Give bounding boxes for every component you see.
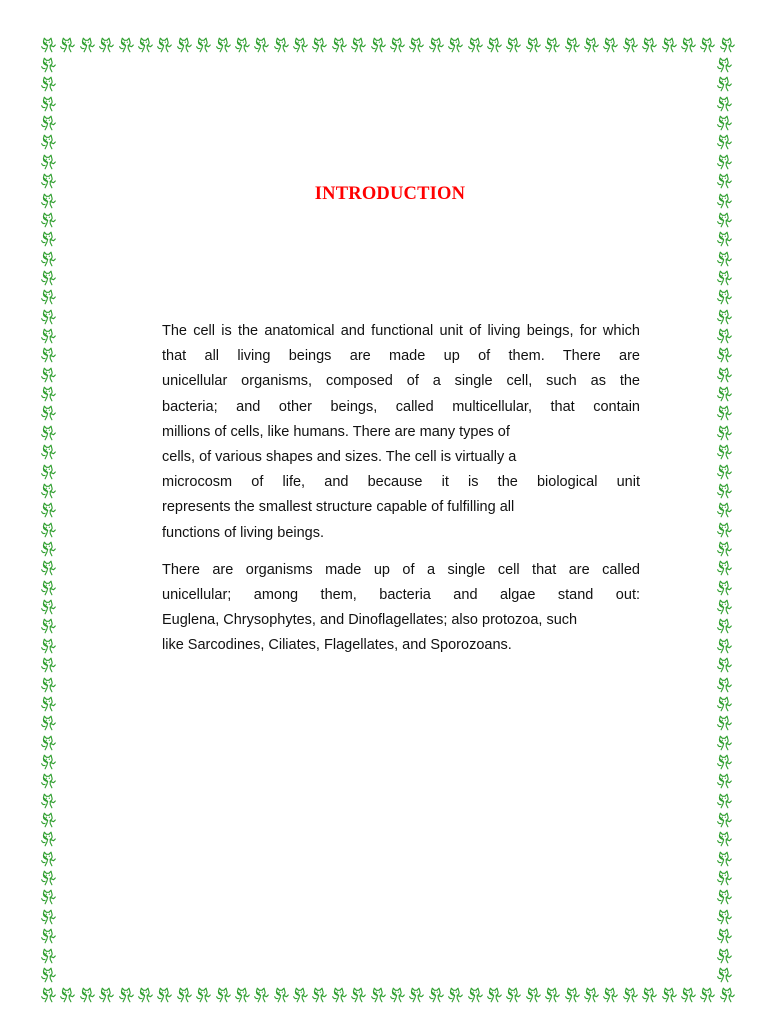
cat-ornament-icon: [583, 986, 600, 1004]
cat-ornament-icon: [40, 463, 57, 481]
text-line: that all living beings are made up of them. There are: [162, 348, 640, 365]
cat-ornament-icon: [137, 986, 154, 1004]
cat-ornament-icon: [428, 986, 445, 1004]
cat-ornament-icon: [716, 211, 733, 229]
cat-ornament-icon: [40, 947, 57, 965]
cat-ornament-icon: [40, 56, 57, 74]
cat-ornament-icon: [716, 772, 733, 790]
cat-ornament-icon: [59, 36, 76, 54]
cat-ornament-icon: [350, 986, 367, 1004]
cat-ornament-icon: [40, 366, 57, 384]
cat-ornament-icon: [40, 598, 57, 616]
cat-ornament-icon: [40, 637, 57, 655]
cat-ornament-icon: [40, 676, 57, 694]
cat-ornament-icon: [716, 947, 733, 965]
cat-ornament-icon: [156, 986, 173, 1004]
text-line: unicellular organisms, composed of a single cell, such as the: [162, 373, 640, 390]
cat-ornament-icon: [716, 811, 733, 829]
cat-ornament-icon: [622, 986, 639, 1004]
cat-ornament-icon: [331, 36, 348, 54]
cat-ornament-icon: [253, 36, 270, 54]
cat-ornament-icon: [719, 36, 736, 54]
cat-ornament-icon: [137, 36, 154, 54]
cat-ornament-icon: [40, 927, 57, 945]
cat-ornament-icon: [716, 637, 733, 655]
cat-ornament-icon: [350, 36, 367, 54]
cat-ornament-icon: [40, 327, 57, 345]
cat-ornament-icon: [40, 986, 57, 1004]
paragraph: [162, 558, 640, 659]
cat-ornament-icon: [40, 734, 57, 752]
cat-ornament-icon: [716, 695, 733, 713]
cat-ornament-icon: [716, 501, 733, 519]
cat-ornament-icon: [602, 986, 619, 1004]
cat-ornament-icon: [719, 986, 736, 1004]
cat-ornament-icon: [716, 830, 733, 848]
text-line: functions of living beings.: [162, 524, 325, 541]
cat-ornament-icon: [40, 114, 57, 132]
cat-ornament-icon: [118, 36, 135, 54]
body-text: [162, 319, 640, 670]
cat-ornament-icon: [195, 36, 212, 54]
cat-ornament-icon: [622, 36, 639, 54]
cat-ornament-icon: [716, 540, 733, 558]
cat-ornament-icon: [273, 986, 290, 1004]
cat-ornament-icon: [40, 656, 57, 674]
cat-ornament-icon: [40, 501, 57, 519]
cat-ornament-icon: [40, 385, 57, 403]
cat-ornament-icon: [215, 986, 232, 1004]
text-line: The cell is the anatomical and functional unit of living beings, for which: [162, 323, 640, 339]
cat-ornament-icon: [40, 424, 57, 442]
cat-ornament-icon: [40, 404, 57, 422]
cat-ornament-icon: [40, 269, 57, 287]
text-line: unicellular; among them, bacteria and algae stand out:: [162, 586, 640, 603]
cat-ornament-icon: [40, 888, 57, 906]
cat-ornament-icon: [716, 424, 733, 442]
cat-ornament-icon: [716, 114, 733, 132]
cat-ornament-icon: [486, 986, 503, 1004]
cat-ornament-icon: [40, 966, 57, 984]
cat-ornament-icon: [292, 986, 309, 1004]
cat-ornament-icon: [370, 36, 387, 54]
cat-ornament-icon: [716, 579, 733, 597]
cat-ornament-icon: [118, 986, 135, 1004]
cat-ornament-icon: [447, 36, 464, 54]
cat-ornament-icon: [716, 230, 733, 248]
cat-ornament-icon: [525, 986, 542, 1004]
cat-ornament-icon: [389, 986, 406, 1004]
cat-ornament-icon: [716, 172, 733, 190]
cat-ornament-icon: [716, 714, 733, 732]
cat-ornament-icon: [40, 172, 57, 190]
border-bottom: [40, 986, 736, 1006]
cat-ornament-icon: [716, 792, 733, 810]
cat-ornament-icon: [176, 36, 193, 54]
cat-ornament-icon: [716, 308, 733, 326]
cat-ornament-icon: [215, 36, 232, 54]
cat-ornament-icon: [505, 986, 522, 1004]
cat-ornament-icon: [40, 230, 57, 248]
cat-ornament-icon: [716, 676, 733, 694]
cat-ornament-icon: [79, 986, 96, 1004]
cat-ornament-icon: [716, 869, 733, 887]
cat-ornament-icon: [40, 192, 57, 210]
cat-ornament-icon: [564, 986, 581, 1004]
text-line: represents the smallest structure capable of fulfilling all: [162, 499, 515, 516]
cat-ornament-icon: [40, 75, 57, 93]
cat-ornament-icon: [40, 850, 57, 868]
page-title: INTRODUCTION: [314, 184, 466, 204]
cat-ornament-icon: [40, 95, 57, 113]
cat-ornament-icon: [331, 986, 348, 1004]
border-right: [716, 56, 736, 984]
cat-ornament-icon: [716, 385, 733, 403]
cat-ornament-icon: [716, 250, 733, 268]
cat-ornament-icon: [716, 327, 733, 345]
paragraph: [162, 319, 640, 546]
cat-ornament-icon: [40, 753, 57, 771]
border-top: [40, 36, 736, 56]
cat-ornament-icon: [716, 521, 733, 539]
cat-ornament-icon: [505, 36, 522, 54]
cat-ornament-icon: [40, 617, 57, 635]
cat-ornament-icon: [253, 986, 270, 1004]
cat-ornament-icon: [40, 308, 57, 326]
cat-ornament-icon: [40, 288, 57, 306]
cat-ornament-icon: [716, 734, 733, 752]
cat-ornament-icon: [195, 986, 212, 1004]
cat-ornament-icon: [564, 36, 581, 54]
cat-ornament-icon: [40, 443, 57, 461]
cat-ornament-icon: [40, 830, 57, 848]
cat-ornament-icon: [602, 36, 619, 54]
cat-ornament-icon: [716, 927, 733, 945]
cat-ornament-icon: [40, 811, 57, 829]
cat-ornament-icon: [40, 346, 57, 364]
cat-ornament-icon: [716, 463, 733, 481]
cat-ornament-icon: [486, 36, 503, 54]
cat-ornament-icon: [40, 772, 57, 790]
cat-ornament-icon: [641, 986, 658, 1004]
cat-ornament-icon: [716, 443, 733, 461]
cat-ornament-icon: [716, 133, 733, 151]
cat-ornament-icon: [40, 714, 57, 732]
cat-ornament-icon: [40, 540, 57, 558]
cat-ornament-icon: [716, 75, 733, 93]
cat-ornament-icon: [234, 986, 251, 1004]
cat-ornament-icon: [40, 36, 57, 54]
cat-ornament-icon: [40, 211, 57, 229]
cat-ornament-icon: [716, 153, 733, 171]
cat-ornament-icon: [661, 986, 678, 1004]
cat-ornament-icon: [79, 36, 96, 54]
cat-ornament-icon: [716, 404, 733, 422]
cat-ornament-icon: [40, 521, 57, 539]
text-line: bacteria; and other beings, called multicellular, that contain: [162, 398, 640, 415]
cat-ornament-icon: [716, 850, 733, 868]
cat-ornament-icon: [40, 482, 57, 500]
cat-ornament-icon: [661, 36, 678, 54]
cat-ornament-icon: [292, 36, 309, 54]
cat-ornament-icon: [544, 36, 561, 54]
cat-ornament-icon: [716, 753, 733, 771]
cat-ornament-icon: [716, 888, 733, 906]
cat-ornament-icon: [716, 288, 733, 306]
cat-ornament-icon: [467, 36, 484, 54]
text-line: like Sarcodines, Ciliates, Flagellates, and Sporozoans.: [162, 637, 512, 654]
cat-ornament-icon: [467, 986, 484, 1004]
cat-ornament-icon: [156, 36, 173, 54]
cat-ornament-icon: [389, 36, 406, 54]
cat-ornament-icon: [716, 269, 733, 287]
text-line: Euglena, Chrysophytes, and Dinoflagellates; also protozoa, such: [162, 612, 578, 629]
cat-ornament-icon: [234, 36, 251, 54]
cat-ornament-icon: [176, 986, 193, 1004]
cat-ornament-icon: [716, 56, 733, 74]
cat-ornament-icon: [40, 153, 57, 171]
cat-ornament-icon: [40, 695, 57, 713]
cat-ornament-icon: [408, 36, 425, 54]
cat-ornament-icon: [40, 133, 57, 151]
cat-ornament-icon: [40, 869, 57, 887]
cat-ornament-icon: [716, 346, 733, 364]
cat-ornament-icon: [699, 36, 716, 54]
cat-ornament-icon: [40, 579, 57, 597]
cat-ornament-icon: [716, 908, 733, 926]
cat-ornament-icon: [311, 36, 328, 54]
cat-ornament-icon: [370, 986, 387, 1004]
cat-ornament-icon: [447, 986, 464, 1004]
border-left: [40, 56, 60, 984]
cat-ornament-icon: [408, 986, 425, 1004]
cat-ornament-icon: [641, 36, 658, 54]
text-line: cells, of various shapes and sizes. The cell is virtually a: [162, 448, 517, 465]
cat-ornament-icon: [311, 986, 328, 1004]
cat-ornament-icon: [525, 36, 542, 54]
cat-ornament-icon: [428, 36, 445, 54]
cat-ornament-icon: [40, 908, 57, 926]
cat-ornament-icon: [716, 95, 733, 113]
text-line: microcosm of life, and because it is the biological unit: [162, 474, 640, 491]
cat-ornament-icon: [544, 986, 561, 1004]
cat-ornament-icon: [40, 559, 57, 577]
cat-ornament-icon: [40, 792, 57, 810]
cat-ornament-icon: [716, 482, 733, 500]
text-line: millions of cells, like humans. There are many types of: [162, 423, 510, 440]
cat-ornament-icon: [716, 656, 733, 674]
cat-ornament-icon: [716, 966, 733, 984]
cat-ornament-icon: [98, 986, 115, 1004]
cat-ornament-icon: [716, 559, 733, 577]
cat-ornament-icon: [583, 36, 600, 54]
cat-ornament-icon: [273, 36, 290, 54]
cat-ornament-icon: [680, 986, 697, 1004]
cat-ornament-icon: [40, 250, 57, 268]
cat-ornament-icon: [59, 986, 76, 1004]
cat-ornament-icon: [716, 192, 733, 210]
cat-ornament-icon: [716, 598, 733, 616]
cat-ornament-icon: [716, 617, 733, 635]
cat-ornament-icon: [716, 366, 733, 384]
cat-ornament-icon: [98, 36, 115, 54]
text-line: There are organisms made up of a single cell that are called: [162, 561, 640, 578]
cat-ornament-icon: [699, 986, 716, 1004]
cat-ornament-icon: [680, 36, 697, 54]
